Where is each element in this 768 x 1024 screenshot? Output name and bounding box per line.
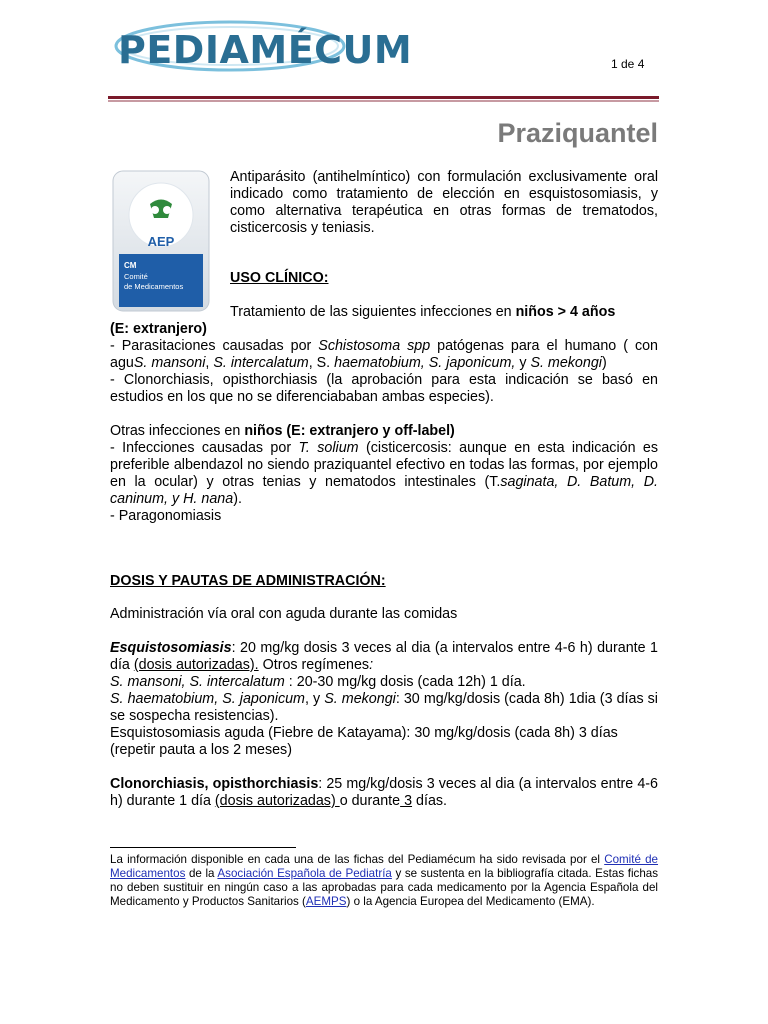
reg2-text: : 30 mg/kg/dosis (cada 8h) 1dia (3 días si se sospecha resistencias).	[110, 691, 658, 724]
uso-line1-text: Tratamiento de las siguientes infecciones en	[230, 304, 516, 320]
header-divider	[108, 96, 659, 99]
item1-italic: S. mekongi	[530, 355, 602, 371]
uso-line1	[230, 304, 658, 321]
badge-line1: CM	[124, 261, 137, 270]
item1-italic: Schistosoma spp	[318, 338, 431, 354]
item1-text: , S.	[308, 355, 335, 371]
clon-text: : 25 mg/kg/dosis 3 veces al dia (a intervalos entre 4-6 h) durante 1 día	[110, 776, 658, 809]
dosis-reg3: Esquistosomiasis aguda (Fiebre de Katayama): 30 mg/kg/dosis (cada 8h) 3 días (repetir pauta a los 2 meses)	[110, 725, 618, 758]
item1-text: - Parasitaciones causadas por	[110, 338, 319, 354]
clon-text: 3	[400, 793, 413, 809]
uso-item4: - Paragonomiasis	[110, 508, 222, 524]
reg2-italic: S. mekongi	[324, 691, 396, 707]
esq-text: :	[369, 657, 374, 673]
reg2-text: , y	[304, 691, 325, 707]
esq-text: Otros regímenes	[258, 657, 370, 673]
reg1-italic: S. mansoni, S. intercalatum	[110, 674, 285, 690]
item1-italic: haematobium, S. japonicum,	[334, 355, 516, 371]
aep-logo-icon	[112, 170, 210, 312]
item1-text: ,	[205, 355, 214, 371]
footnote-text: ) o la Agencia Europea del Medicamento (EMA).	[346, 895, 595, 908]
uso-line2	[110, 321, 658, 338]
pediamecum-logo	[112, 14, 413, 76]
aemps-link[interactable]: AEMPS	[305, 895, 347, 908]
dosis-reg1	[110, 674, 658, 691]
clon-authorized-doses-link[interactable]: (dosis autorizadas)	[214, 793, 340, 809]
footnote	[110, 853, 658, 909]
spacer	[110, 759, 658, 776]
item1-italic: S. intercalatum	[213, 355, 309, 371]
comite-medicamentos-link[interactable]: Comité de Medicamentos	[110, 853, 659, 880]
footnote-text: y se sustenta en la bibliografía citada. Estas fichas no deben sustituir en ningún caso a las aprobadas para cada medicamento por la Agencia Española del Medicamento y Productos Sanitarios (	[110, 867, 659, 908]
esq-text: : 20 mg/kg dosis 3 veces al dia (a intervalos entre 4-6 h) durante 1 día	[110, 640, 658, 673]
drug-title: Praziquantel	[497, 118, 658, 148]
aep-badge	[112, 170, 210, 312]
clon-text: o durante	[339, 793, 401, 809]
esq-label: Esquistosomiasis	[110, 640, 232, 656]
uso-clinico-body	[110, 321, 658, 525]
spacer	[110, 406, 658, 423]
badge-line2: Comité	[124, 272, 148, 281]
clon-text: días.	[412, 793, 448, 809]
dosis-clon	[110, 776, 658, 810]
footnote-text: de la	[185, 867, 218, 880]
item3-text: - Infecciones causadas por	[110, 440, 299, 456]
footnote-text: La información disponible en cada una de las fichas del Pediamécum ha sido revisada por el	[110, 853, 605, 866]
item3-italic: T. solium	[298, 440, 359, 456]
dosis-heading: DOSIS Y PAUTAS DE ADMINISTRACIÓN:	[110, 573, 386, 589]
item1-text: patógenas para el humano ( con agu	[110, 338, 658, 371]
item3-italic: saginata, D. Batum, D. caninum, y H. nana	[110, 474, 658, 507]
item1-italic: S. mansoni	[133, 355, 206, 371]
header-divider-shadow	[108, 100, 659, 102]
reg1-text: : 20-30 mg/kg dosis (cada 12h) 1 día.	[284, 674, 526, 690]
badge-line3: de Medicamentos	[124, 282, 184, 291]
badge-org: AEP	[147, 234, 175, 249]
other-text: Otras infecciones en	[110, 423, 245, 439]
esq-authorized-doses-link[interactable]: (dosis autorizadas).	[133, 657, 259, 673]
item3-text: ).	[233, 491, 242, 507]
dosis-admin: Administración vía oral con aguda durante las comidas	[110, 606, 458, 622]
dosis-esq	[110, 640, 658, 674]
item1-text: )	[601, 355, 607, 371]
dosis-body	[110, 606, 658, 810]
dosis-reg2	[110, 691, 658, 725]
item1-text: y	[515, 355, 531, 371]
uso-clinico-heading: USO CLÍNICO:	[230, 270, 329, 286]
uso-line1-bold: niños > 4 años	[515, 304, 616, 320]
page-number: 1 de 4	[611, 57, 645, 71]
drug-intro: Antiparásito (antihelmíntico) con formulación exclusivamente oral indicado como tratamiento de elección en esquistosomiasis, y como alternativa terapéutica en otras formas de trematodos, cisticercosis y teniasis.	[230, 169, 658, 236]
reg2-italic: S. haematobium, S. japonicum	[110, 691, 305, 707]
uso-line2-bold: (E: extranjero)	[110, 321, 207, 337]
other-bold: niños (E: extranjero y off-label)	[244, 423, 455, 439]
aep-link[interactable]: Asociación Española de Pediatría	[217, 867, 392, 880]
uso-item1	[110, 338, 658, 372]
footnote-divider	[110, 847, 296, 848]
spacer	[110, 623, 658, 640]
uso-item2: - Clonorchiasis, opisthorchiasis (la aprobación para esta indicación se basó en estudios en los que no se diferenciababan ambas especies).	[110, 372, 658, 405]
clon-label: Clonorchiasis, opisthorchiasis	[110, 776, 319, 792]
logo-text: PEDIAMÉCUM	[118, 28, 413, 72]
item3-text: (cisticercosis: aunque en esta indicación es preferible albendazol no siendo praziquantel efectivo en todas las formas, por ejemplo en la ocular) y otras tenias y nematodos intestinales (T.	[110, 440, 659, 490]
uso-other	[110, 423, 658, 440]
uso-item3	[110, 440, 658, 508]
